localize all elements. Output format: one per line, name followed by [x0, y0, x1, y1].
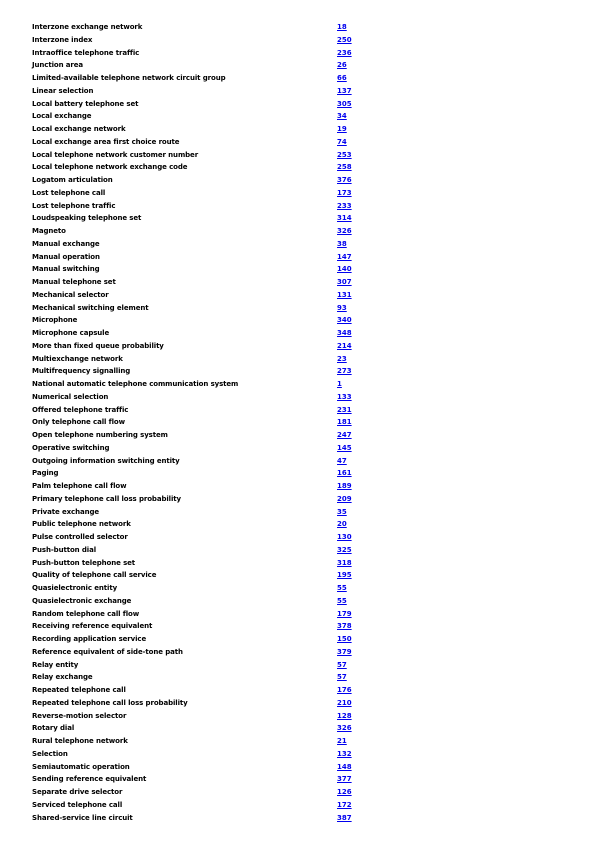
- page-number-link[interactable]: 140: [337, 265, 352, 274]
- index-term: Manual operation: [32, 252, 100, 261]
- index-term: Lost telephone traffic: [32, 201, 116, 210]
- page-number-link[interactable]: 150: [337, 635, 352, 643]
- index-term: Push-button dial: [32, 545, 97, 554]
- page-number-link[interactable]: 55: [337, 596, 347, 605]
- index-entry: [32, 748, 362, 761]
- index-entry: [32, 21, 362, 34]
- page-number-link[interactable]: 307: [337, 278, 352, 286]
- page-number-link[interactable]: 172: [337, 800, 352, 809]
- index-entry: [32, 314, 362, 327]
- page-number-link[interactable]: 23: [337, 354, 347, 363]
- page-number-link[interactable]: 210: [337, 698, 352, 707]
- index-term: Quality of telephone call service: [32, 571, 157, 580]
- index-term: More than fixed queue probability: [32, 341, 164, 350]
- page-number-link[interactable]: 131: [337, 290, 352, 299]
- index-term: Quasielectronic entity: [32, 584, 118, 592]
- index-term: Operative switching: [32, 443, 110, 452]
- page-number-link[interactable]: 35: [337, 507, 347, 516]
- index-term: Mechanical switching element: [32, 303, 149, 312]
- index-entry: [32, 773, 362, 786]
- index-term: Quasielectronic exchange: [32, 596, 132, 605]
- page-number-link[interactable]: 133: [337, 392, 352, 401]
- index-entry: [32, 276, 362, 289]
- page-number-link[interactable]: 128: [337, 711, 352, 720]
- page-number-link[interactable]: 145: [337, 443, 352, 452]
- page-number-link[interactable]: 57: [337, 673, 347, 682]
- index-term: Interzone exchange network: [32, 23, 143, 31]
- index-term: Relay entity: [32, 660, 79, 669]
- index-term: Reverse-motion selector: [32, 711, 127, 720]
- page-number-link[interactable]: 173: [337, 188, 352, 197]
- page-number-link[interactable]: 378: [337, 622, 352, 631]
- index-entry: [32, 518, 362, 531]
- page-number-link[interactable]: 326: [337, 227, 352, 235]
- index-entry: [32, 671, 362, 684]
- index-entry: [32, 187, 362, 200]
- page-number-link[interactable]: 57: [337, 660, 347, 669]
- index-term: Microphone: [32, 316, 78, 325]
- page-number-link[interactable]: 176: [337, 686, 352, 694]
- page-number-link[interactable]: 273: [337, 367, 352, 376]
- index-entry: [32, 212, 362, 225]
- page-number-link[interactable]: 209: [337, 494, 352, 503]
- page-number-link[interactable]: 253: [337, 150, 352, 159]
- index-entry: [32, 174, 362, 187]
- index-entry: [32, 302, 362, 315]
- index-entry: [32, 327, 362, 340]
- index-entry: [32, 404, 362, 417]
- page-number-link[interactable]: 214: [337, 341, 352, 350]
- index-term: Junction area: [32, 61, 84, 70]
- index-entry: [32, 47, 362, 60]
- index-entry: [32, 569, 362, 582]
- index-term: Mechanical selector: [32, 290, 109, 299]
- index-term: Local exchange network: [32, 125, 126, 133]
- page-number-link[interactable]: 34: [337, 112, 347, 121]
- index-entry: [32, 442, 362, 455]
- page-number-link[interactable]: 233: [337, 201, 352, 210]
- index-entry: [32, 493, 362, 506]
- index-term: National automatic telephone communication system: [32, 380, 239, 388]
- page-number-link[interactable]: 376: [337, 176, 352, 184]
- page-number-link[interactable]: 179: [337, 609, 352, 618]
- index-entry: [32, 786, 362, 799]
- index-entry: [32, 812, 362, 825]
- page-number-link[interactable]: 314: [337, 214, 352, 223]
- index-entry: [32, 149, 362, 162]
- index-term: Pulse controlled selector: [32, 533, 128, 541]
- index-term: Repeated telephone call loss probability: [32, 698, 188, 707]
- index-entry: [32, 225, 362, 238]
- index-term: Paging: [32, 469, 59, 478]
- index-entry: [32, 263, 362, 276]
- index-entry: [32, 251, 362, 264]
- page-number-link[interactable]: 250: [337, 35, 352, 44]
- index-term: Semiautomatic operation: [32, 762, 130, 771]
- index-term: Manual exchange: [32, 239, 100, 248]
- page-number-link[interactable]: 20: [337, 520, 347, 529]
- index-term: Lost telephone call: [32, 188, 106, 197]
- index-term: Outgoing information switching entity: [32, 456, 180, 465]
- index-entry: [32, 480, 362, 493]
- index-term: Serviced telephone call: [32, 800, 123, 809]
- index-term: Limited-available telephone network circuit group: [32, 74, 226, 82]
- index-term: Shared-service line circuit: [32, 813, 133, 822]
- index-entry: [32, 710, 362, 723]
- index-term: Local telephone network exchange code: [32, 163, 188, 172]
- index-term: Microphone capsule: [32, 329, 110, 337]
- index-term: Local exchange: [32, 112, 92, 121]
- index-entry: [32, 353, 362, 366]
- page-number-link[interactable]: 195: [337, 571, 352, 580]
- index-entry: [32, 85, 362, 98]
- index-term: Manual switching: [32, 265, 100, 274]
- index-entry: [32, 467, 362, 480]
- page-number-link[interactable]: 147: [337, 252, 352, 261]
- index-entry: [32, 761, 362, 774]
- index-entry: [32, 416, 362, 429]
- index-entry: [32, 289, 362, 302]
- index-term: Push-button telephone set: [32, 558, 136, 567]
- index-entry: [32, 123, 362, 136]
- index-term: Reference equivalent of side-tone path: [32, 647, 183, 656]
- index-entry: [32, 531, 362, 544]
- index-term: Multifrequency signalling: [32, 367, 131, 376]
- index-term: Primary telephone call loss probability: [32, 494, 181, 503]
- page-number-link[interactable]: 126: [337, 788, 352, 796]
- page-number-link[interactable]: 348: [337, 329, 352, 337]
- page-number-link[interactable]: 340: [337, 316, 352, 325]
- page-number-link[interactable]: 231: [337, 405, 352, 414]
- index-term: Sending reference equivalent: [32, 775, 147, 784]
- index-term: Intraoffice telephone traffic: [32, 48, 140, 57]
- index-entry: [32, 378, 362, 391]
- page-number-link[interactable]: 38: [337, 239, 347, 248]
- index-entry: [32, 659, 362, 672]
- page-number-link[interactable]: 1: [337, 380, 342, 388]
- index-term: Loudspeaking telephone set: [32, 214, 142, 223]
- index-entry: [32, 620, 362, 633]
- index-entry: [32, 722, 362, 735]
- index-entry: [32, 582, 362, 595]
- page-number-link[interactable]: 130: [337, 533, 352, 541]
- index-entry: [32, 110, 362, 123]
- index-term: Repeated telephone call: [32, 686, 126, 694]
- page-number-link[interactable]: 181: [337, 418, 352, 427]
- page-number-link[interactable]: 247: [337, 431, 352, 439]
- index-term: Rural telephone network: [32, 737, 128, 745]
- page-number-link[interactable]: 387: [337, 813, 352, 822]
- page-number-link[interactable]: 379: [337, 647, 352, 656]
- page-number-link[interactable]: 258: [337, 163, 352, 172]
- page-number-link[interactable]: 377: [337, 775, 352, 784]
- index-term: Local battery telephone set: [32, 99, 139, 108]
- index-term: Recording application service: [32, 635, 147, 643]
- index-entry: [32, 98, 362, 111]
- index-term: Relay exchange: [32, 673, 93, 682]
- page-number-link[interactable]: 132: [337, 749, 352, 758]
- index-entry: [32, 340, 362, 353]
- index-list: [32, 21, 362, 824]
- index-entry: [32, 429, 362, 442]
- page-number-link[interactable]: 325: [337, 545, 352, 554]
- page-number-link[interactable]: 47: [337, 456, 347, 465]
- index-entry: [32, 684, 362, 697]
- index-term: Public telephone network: [32, 520, 131, 529]
- index-entry: [32, 557, 362, 570]
- page-number-link[interactable]: 318: [337, 558, 352, 567]
- index-entry: [32, 238, 362, 251]
- index-entry: [32, 697, 362, 710]
- index-term: Private exchange: [32, 507, 100, 516]
- index-entry: [32, 72, 362, 85]
- index-entry: [32, 455, 362, 468]
- page-number-link[interactable]: 21: [337, 737, 347, 745]
- index-term: Local exchange area first choice route: [32, 137, 180, 146]
- index-term: Linear selection: [32, 86, 94, 95]
- index-entry: [32, 544, 362, 557]
- index-entry: [32, 633, 362, 646]
- page-number-link[interactable]: 19: [337, 125, 347, 133]
- page-number-link[interactable]: 305: [337, 99, 352, 108]
- index-entry: [32, 136, 362, 149]
- page-number-link[interactable]: 93: [337, 303, 347, 312]
- index-entry: [32, 595, 362, 608]
- page-number-link[interactable]: 236: [337, 48, 352, 57]
- page-number-link[interactable]: 137: [337, 86, 352, 95]
- index-entry: [32, 161, 362, 174]
- index-term: Magneto: [32, 227, 66, 235]
- index-term: Palm telephone call flow: [32, 482, 127, 490]
- index-entry: [32, 59, 362, 72]
- index-term: Receiving reference equivalent: [32, 622, 153, 631]
- page-number-link[interactable]: 74: [337, 137, 347, 146]
- index-term: Manual telephone set: [32, 278, 116, 286]
- index-term: Separate drive selector: [32, 788, 123, 796]
- page-number-link[interactable]: 26: [337, 61, 347, 70]
- index-term: Interzone index: [32, 35, 93, 44]
- index-entry: [32, 799, 362, 812]
- index-term: Open telephone numbering system: [32, 431, 168, 439]
- index-term: Random telephone call flow: [32, 609, 140, 618]
- index-entry: [32, 735, 362, 748]
- index-entry: [32, 34, 362, 47]
- page-number-link[interactable]: 161: [337, 469, 352, 478]
- page-number-link[interactable]: 326: [337, 724, 352, 733]
- index-entry: [32, 200, 362, 213]
- index-term: Only telephone call flow: [32, 418, 125, 427]
- page-number-link[interactable]: 66: [337, 74, 347, 82]
- page-number-link[interactable]: 148: [337, 762, 352, 771]
- index-term: Selection: [32, 749, 68, 758]
- index-entry: [32, 646, 362, 659]
- index-entry: [32, 391, 362, 404]
- index-term: Logatom articulation: [32, 176, 113, 184]
- index-term: Multiexchange network: [32, 354, 123, 363]
- index-entry: [32, 365, 362, 378]
- page-number-link[interactable]: 189: [337, 482, 352, 490]
- page-number-link[interactable]: 55: [337, 584, 347, 592]
- index-term: Local telephone network customer number: [32, 150, 199, 159]
- index-entry: [32, 506, 362, 519]
- index-term: Rotary dial: [32, 724, 75, 733]
- index-entry: [32, 608, 362, 621]
- index-term: Numerical selection: [32, 392, 109, 401]
- page-number-link[interactable]: 18: [337, 23, 347, 31]
- index-term: Offered telephone traffic: [32, 405, 129, 414]
